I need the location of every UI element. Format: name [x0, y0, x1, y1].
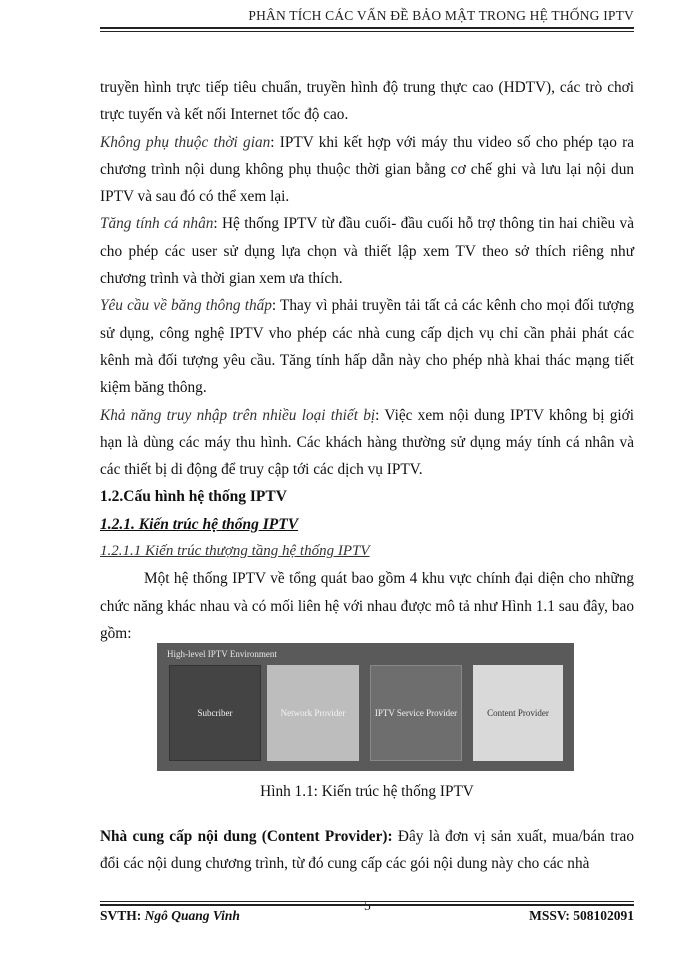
- paragraph-label: Nhà cung cấp nội dung (Content Provider):: [100, 828, 393, 845]
- content-provider-box: Content Provider: [473, 665, 563, 761]
- iptv-service-provider-box: IPTV Service Provider: [370, 665, 462, 761]
- student-name: Ngô Quang Vinh: [144, 908, 240, 923]
- page-number: 5: [364, 898, 371, 913]
- figure-caption: Hình 1.1: Kiến trúc hệ thống IPTV: [260, 783, 474, 800]
- paragraph-text: : Thay vì phải truyền tải tất cả các kênh cho mọi đối tượng sử dụng, công nghệ IPTV vho phép các nhà cung cấp dịch vụ chỉ cần phải phát các kênh mà đối tượng yêu cầu. Tăng tính hấp dẫn này cho phép nhà khai thác mạng tiết kiệm băng thông.: [100, 297, 634, 397]
- heading-1-2-1-1: 1.2.1.1 Kiến trúc thượng tầng hệ thống IPTV: [100, 543, 370, 560]
- paragraph: [100, 129, 634, 211]
- subscriber-box: Subcriber: [169, 665, 261, 761]
- heading-1-2: 1.2.Cấu hình hệ thống IPTV: [100, 488, 287, 506]
- paragraph: [100, 402, 634, 484]
- paragraph-label: Khả năng truy nhập trên nhiều loại thiết bị: [100, 406, 376, 424]
- footer-student: [100, 908, 240, 924]
- paragraph-text: : Việc xem nội dung IPTV không bị giới hạn là dùng các máy thu hình. Các khách hàng thường sử dụng máy tính cá nhân và các thiết bị di động để truy cập tới các dịch vụ IPTV.: [100, 406, 634, 479]
- footer-rule-thin: [100, 901, 634, 902]
- paragraph: [100, 823, 634, 878]
- header-rule-thin: [100, 31, 634, 32]
- heading-1-2-1-text: 1.2.1. Kiến trúc hệ thống IPTV: [100, 515, 299, 533]
- paragraph-text: : IPTV khi kết hợp với máy thu video số cho phép tạo ra chương trình nội dung không phụ thuộc thời gian bằng cơ chế ghi và lưu lại nội dun IPTV và sau đó có thể xem lại.: [100, 133, 635, 206]
- body-text: [100, 74, 634, 647]
- paragraph-text: : Hệ thống IPTV từ đầu cuối- đầu cuối hỗ trợ thông tin hai chiều và cho phép các user sử dụng lựa chọn và thiết lập xem TV theo sở thích riêng như chương trình và thời gian xem ưa thích.: [100, 215, 634, 288]
- student-id: MSSV: 508102091: [529, 908, 634, 923]
- paragraph: [100, 210, 634, 292]
- network-provider-box: Network Provider: [267, 665, 359, 761]
- paragraph: [100, 292, 634, 401]
- paragraph-label: Yêu cầu về băng thông thấp: [100, 297, 272, 315]
- figure-title: High-level IPTV Environment: [167, 649, 277, 659]
- heading-1-2-1: [100, 511, 634, 538]
- paragraph: Một hệ thống IPTV về tổng quát bao gồm 4 khu vực chính đại diện cho những chức năng khác nhau và có mối liên hệ với nhau được mô tả như Hình 1.1 sau đây, bao gồm:: [100, 570, 634, 642]
- iptv-architecture-figure: [157, 643, 574, 771]
- paragraph-text: Đây là đơn vị sản xuất, mua/bán trao đổi các nội dung chương trình, từ đó cung cấp các gói nội dung này cho các nhà: [100, 828, 634, 873]
- footer-rule: [100, 904, 634, 906]
- page-header: PHÂN TÍCH CÁC VẤN ĐỀ BẢO MẬT TRONG HỆ THỐNG IPTV: [248, 8, 634, 23]
- paragraph-label: Tăng tính cá nhân: [100, 215, 214, 233]
- svth-label: SVTH:: [100, 908, 142, 923]
- body-text-continued: [100, 823, 634, 878]
- header-rule: [100, 27, 634, 29]
- paragraph: truyền hình trực tiếp tiêu chuẩn, truyền hình độ trung thực cao (HDTV), các trò chơi trực tuyến và kết nối Internet tốc độ cao.: [100, 79, 634, 124]
- paragraph-label: Không phụ thuộc thời gian: [100, 133, 271, 151]
